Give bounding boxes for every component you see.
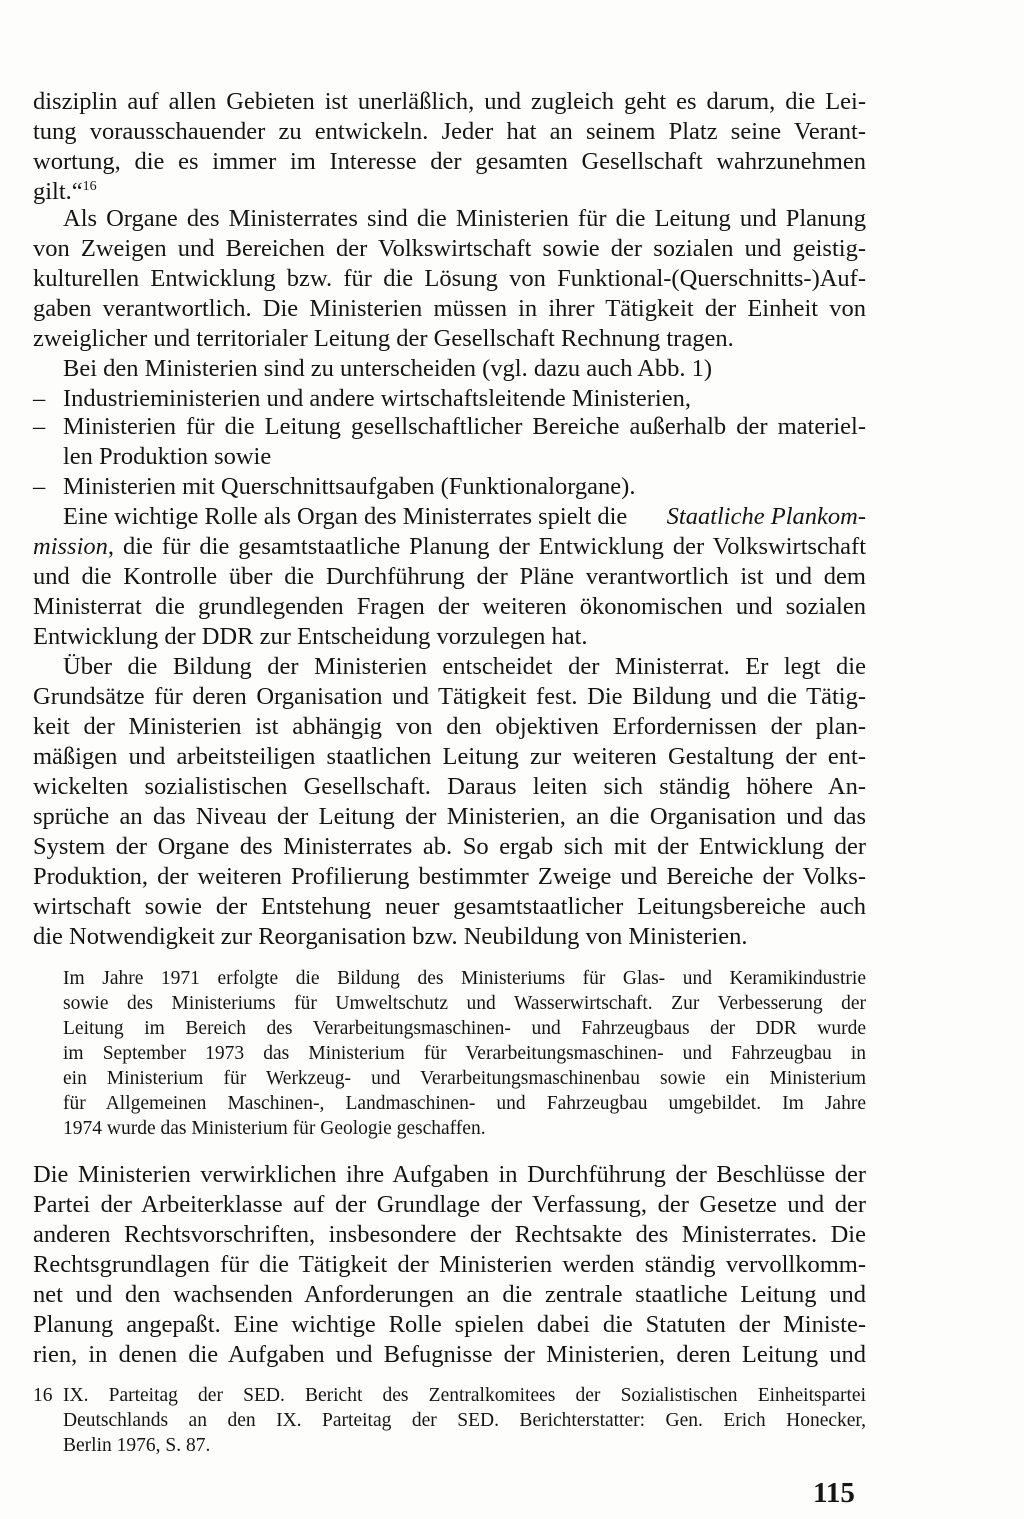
footnote-line: Berlin 1976, S. 87. [63,1435,211,1456]
text-line: mäßigen und arbeitsteiligen staatlichen Leitung zur weiteren Gestaltung der ent- [33,743,866,770]
list-dash: – [33,473,46,500]
text-line: und die Kontrolle über die Durchführung der Pläne verantwortlich ist und dem [33,563,866,590]
note-line: 1974 wurde das Ministerium für Geologie geschaffen. [63,1118,486,1139]
text-line: sprüche an das Niveau der Leitung der Ministerien, an die Organisation und das [33,803,866,830]
list-item: Ministerien für die Leitung gesellschaftlicher Bereiche außerhalb der materiel- [63,413,866,440]
text-line: zweiglicher und territorialer Leitung der Gesellschaft Rechnung tragen. [33,325,734,352]
text-line: die Notwendigkeit zur Reorganisation bzw. Neubildung von Ministerien. [33,923,748,950]
text-line: anderen Rechtsvorschriften, insbesondere der Rechtsakte des Ministerrates. Die [33,1221,866,1248]
text-line: Planung angepaßt. Eine wichtige Rolle spielen dabei die Statuten der Ministe- [33,1311,866,1338]
note-line: ein Ministerium für Werkzeug- und Verarbeitungsmaschinenbau sowie ein Ministerium [63,1068,866,1089]
note-line: Leitung im Bereich des Verarbeitungsmaschinen- und Fahrzeugbaus der DDR wurde [63,1018,866,1039]
text-line: wirtschaft sowie der Entstehung neuer gesamtstaatlicher Leitungsbereiche auch [33,893,866,920]
quote-end-line [33,177,97,207]
list-item: Industrieministerien und andere wirtschaftsleitende Ministerien, [63,385,691,412]
text-line: Rechtsgrundlagen für die Tätigkeit der Ministerien werden ständig vervollkomm- [33,1251,866,1278]
text-line: von Zweigen und Bereichen der Volkswirtschaft sowie der sozialen und geistig- [33,235,866,262]
text-line [63,502,866,532]
note-line: im September 1973 das Ministerium für Verarbeitungsmaschinen- und Fahrzeugbau in [63,1043,866,1064]
text-span: Eine wichtige Rolle als Organ des Ministerrates spielt die [63,503,628,530]
text-line: keit der Ministerien ist abhängig von den objektiven Erfordernissen der plan- [33,713,866,740]
text-line: Grundsätze für deren Organisation und Tätigkeit fest. Die Bildung und die Tätig- [33,683,866,710]
text-line: Die Ministerien verwirklichen ihre Aufgaben in Durchführung der Beschlüsse der [33,1161,866,1188]
note-line: sowie des Ministeriums für Umweltschutz und Wasserwirtschaft. Zur Verbesserung der [63,993,866,1014]
text-line: gaben verantwortlich. Die Ministerien müssen in ihrer Tätigkeit der Einheit von [33,295,866,322]
footnote-number: 16 [33,1385,53,1406]
text-line: wortung, die es immer im Interesse der gesamten Gesellschaft wahrzunehmen [33,148,866,175]
text-line: Entwicklung der DDR zur Entscheidung vorzulegen hat. [33,623,588,650]
text-line: disziplin auf allen Gebieten ist unerläßlich, und zugleich geht es darum, die Lei- [33,88,866,115]
text-line: Als Organe des Ministerrates sind die Ministerien für die Leitung und Planung [63,205,866,232]
text-span: gilt.“ [33,178,83,205]
text-line: Bei den Ministerien sind zu unterscheiden (vgl. dazu auch Abb. 1) [63,355,713,382]
footnote-line: Deutschlands an den IX. Parteitag der SED. Berichterstatter: Gen. Erich Honecker, [63,1410,866,1431]
note-line: Im Jahre 1971 erfolgte die Bildung des Ministeriums für Glas- und Keramikindustrie [63,968,866,989]
list-dash: – [33,385,46,412]
text-span: , die für die gesamtstaatliche Planung der Entwicklung der Volkswirtschaft [107,533,866,560]
text-line: kulturellen Entwicklung bzw. für die Lösung von Funktional-(Querschnitts-)Auf- [33,265,866,292]
text-line: Über die Bildung der Ministerien entscheidet der Ministerrat. Er legt die [63,653,866,680]
page-number: 115 [813,1477,855,1509]
text-line: net und den wachsenden Anforderungen an die zentrale staatliche Leitung und [33,1281,866,1308]
emphasis-text: mission [33,533,108,560]
text-line: System der Organe des Ministerrates ab. So ergab sich mit der Entwicklung der [33,833,866,860]
emphasis-text: Staatliche Plankom- [666,503,866,530]
text-line: tung vorausschauender zu entwickeln. Jeder hat an seinem Platz seine Verant- [33,118,866,145]
text-line: Produktion, der weiteren Profilierung bestimmter Zweige und Bereiche der Volks- [33,863,866,890]
list-dash: – [33,413,46,440]
list-item-continued: len Produktion sowie [63,443,272,470]
note-line: für Allgemeinen Maschinen-, Landmaschinen- und Fahrzeugbau umgebildet. Im Jahre [63,1093,866,1114]
text-line: rien, in denen die Aufgaben und Befugnisse der Ministerien, deren Leitung und [33,1341,866,1368]
footnote-reference: 16 [82,178,97,194]
text-line: Partei der Arbeiterklasse auf der Grundlage der Verfassung, der Gesetze und der [33,1191,866,1218]
list-item: Ministerien mit Querschnittsaufgaben (Funktionalorgane). [63,473,636,500]
text-line: wickelten sozialistischen Gesellschaft. Daraus leiten sich ständig höhere An- [33,773,866,800]
text-line: Ministerrat die grundlegenden Fragen der weiteren ökonomischen und sozialen [33,593,866,620]
footnote-line: IX. Parteitag der SED. Bericht des Zentralkomitees der Sozialistischen Einheitspartei [63,1385,866,1406]
text-line [33,532,866,562]
